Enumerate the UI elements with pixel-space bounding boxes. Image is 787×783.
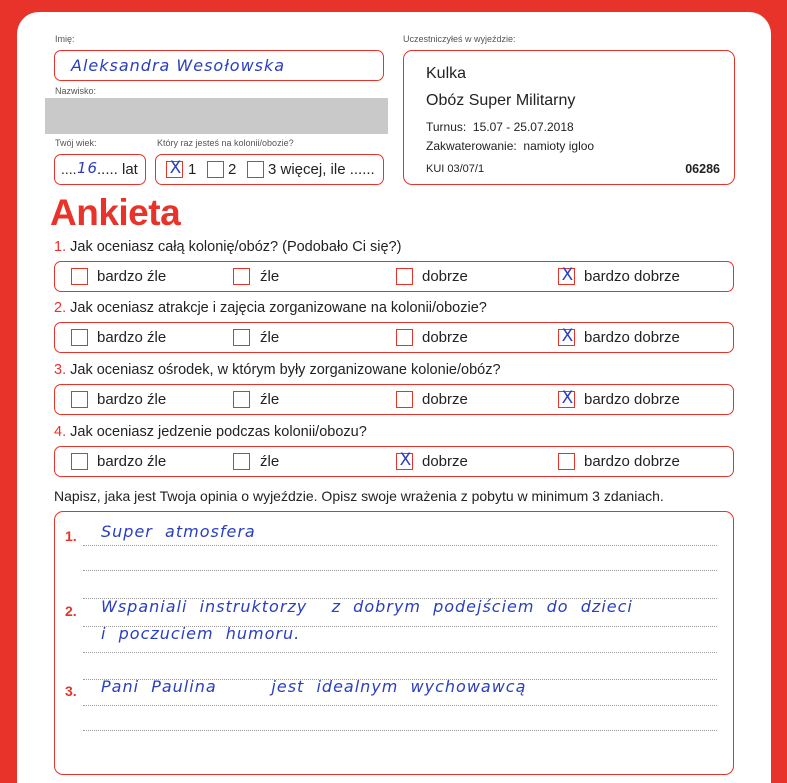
zakw-label: Zakwaterowanie: bbox=[426, 139, 517, 153]
answer-row-4 bbox=[54, 446, 734, 477]
question-number: 1. bbox=[54, 239, 67, 255]
answer-option-label: źle bbox=[260, 453, 280, 470]
question-text: Jak oceniasz ośrodek, w którym były zorganizowane kolonie/obóz? bbox=[70, 362, 501, 378]
answer-option-label: dobrze bbox=[422, 391, 468, 408]
question-2 bbox=[54, 300, 487, 316]
ktory-raz-checkbox-3[interactable] bbox=[247, 161, 264, 178]
answer-option-label: bardzo dobrze bbox=[584, 329, 680, 346]
question-text: Jak oceniasz atrakcje i zajęcia zorganizowane na kolonii/obozie? bbox=[70, 300, 487, 316]
wiek-suffix: ..... lat bbox=[97, 161, 138, 178]
question-3 bbox=[54, 362, 501, 378]
checkbox-mark: X bbox=[561, 265, 574, 285]
opinion-text: Wspaniali instruktorzy z dobrym podejściem do dzieci bbox=[101, 597, 633, 616]
zakw-value: namioty igloo bbox=[523, 139, 595, 153]
answer-option-label: bardzo źle bbox=[97, 329, 167, 346]
trip-turnus bbox=[426, 120, 574, 134]
answer-option-label: dobrze bbox=[422, 268, 468, 285]
question-number: 3. bbox=[54, 362, 67, 378]
survey-title: Ankieta bbox=[50, 192, 181, 233]
ktory-raz-option-2: 2 bbox=[228, 161, 237, 178]
trip-name1: Kulka bbox=[426, 65, 467, 82]
trip-number: 06286 bbox=[685, 162, 720, 176]
wiek-prefix: .... bbox=[61, 161, 77, 177]
answer-option-label: bardzo źle bbox=[97, 268, 167, 285]
nazwisko-redacted bbox=[45, 98, 388, 134]
wiek-field[interactable] bbox=[54, 154, 146, 185]
ktory-raz-checkbox-2[interactable] bbox=[207, 161, 224, 178]
answer-option-label: bardzo źle bbox=[97, 453, 167, 470]
checkbox-mark: X bbox=[561, 388, 574, 408]
question-number: 2. bbox=[54, 300, 67, 316]
answer-checkbox[interactable] bbox=[233, 453, 250, 470]
answer-checkbox[interactable] bbox=[396, 450, 413, 470]
question-text: Jak oceniasz całą kolonię/obóz? (Podobało Ci się?) bbox=[70, 239, 402, 255]
answer-checkbox[interactable] bbox=[233, 329, 250, 346]
survey-sheet bbox=[17, 12, 771, 783]
trip-label: Uczestniczyłeś w wyjeździe: bbox=[403, 34, 516, 44]
opinion-number: 3. bbox=[65, 683, 77, 699]
answer-option-label: bardzo dobrze bbox=[584, 453, 680, 470]
imie-value: Aleksandra Wesołowska bbox=[71, 56, 286, 75]
answer-option-label: źle bbox=[260, 391, 280, 408]
answer-checkbox[interactable] bbox=[71, 391, 88, 408]
answer-checkbox[interactable] bbox=[71, 329, 88, 346]
nazwisko-label: Nazwisko: bbox=[55, 86, 97, 96]
turnus-label: Turnus: bbox=[426, 120, 467, 134]
checkbox-mark: X bbox=[169, 158, 182, 178]
answer-option-label: bardzo dobrze bbox=[584, 268, 680, 285]
answer-option-label: bardzo dobrze bbox=[584, 391, 680, 408]
question-1 bbox=[54, 239, 401, 255]
answer-checkbox[interactable] bbox=[396, 391, 413, 408]
answer-checkbox[interactable] bbox=[71, 453, 88, 470]
checkbox-mark: X bbox=[561, 326, 574, 346]
question-4 bbox=[54, 424, 367, 440]
imie-label: Imię: bbox=[55, 34, 75, 44]
answer-option-label: źle bbox=[260, 329, 280, 346]
opinion-text: Super atmosfera bbox=[101, 522, 256, 541]
answer-option-label: dobrze bbox=[422, 453, 468, 470]
answer-option-label: dobrze bbox=[422, 329, 468, 346]
answer-checkbox[interactable] bbox=[558, 388, 575, 408]
answer-row-1 bbox=[54, 261, 734, 292]
answer-checkbox[interactable] bbox=[396, 329, 413, 346]
answer-checkbox[interactable] bbox=[233, 391, 250, 408]
ktory-raz-field bbox=[155, 154, 384, 185]
answer-row-2 bbox=[54, 322, 734, 353]
ktory-raz-label: Który raz jesteś na kolonii/obozie? bbox=[157, 138, 294, 148]
checkbox-mark: X bbox=[399, 450, 412, 470]
opinion-text: Pani Paulina jest idealnym wychowawcą bbox=[101, 677, 527, 696]
answer-checkbox[interactable] bbox=[71, 268, 88, 285]
writing-line bbox=[83, 652, 717, 653]
wiek-value: 16 bbox=[77, 159, 99, 177]
trip-name2: Obóz Super Militarny bbox=[426, 92, 576, 109]
opinion-number: 1. bbox=[65, 528, 77, 544]
ktory-raz-option-3: 3 więcej, ile ...... bbox=[268, 161, 375, 178]
writing-line bbox=[83, 545, 717, 546]
writing-line bbox=[83, 730, 717, 731]
opinion-prompt: Napisz, jaka jest Twoja opinia o wyjeździe. Opisz swoje wrażenia z pobytu w minimum 3 zdaniach. bbox=[54, 488, 664, 504]
writing-line bbox=[83, 570, 717, 571]
opinion-number: 2. bbox=[65, 603, 77, 619]
opinion-text: i poczuciem humoru. bbox=[101, 624, 301, 643]
wiek-label: Twój wiek: bbox=[55, 138, 97, 148]
imie-field[interactable] bbox=[54, 50, 384, 81]
answer-checkbox[interactable] bbox=[396, 268, 413, 285]
answer-checkbox[interactable] bbox=[558, 453, 575, 470]
opinion-box[interactable] bbox=[54, 511, 734, 775]
answer-checkbox[interactable] bbox=[558, 265, 575, 285]
writing-line bbox=[83, 705, 717, 706]
answer-option-label: bardzo źle bbox=[97, 391, 167, 408]
answer-checkbox[interactable] bbox=[233, 268, 250, 285]
trip-box bbox=[403, 50, 735, 185]
answer-option-label: źle bbox=[260, 268, 280, 285]
turnus-value: 15.07 - 25.07.2018 bbox=[472, 120, 574, 134]
ktory-raz-checkbox-1[interactable] bbox=[166, 158, 183, 178]
question-text: Jak oceniasz jedzenie podczas kolonii/obozu? bbox=[70, 424, 367, 440]
ktory-raz-option-1: 1 bbox=[188, 161, 197, 178]
trip-code: KUI 03/07/1 bbox=[426, 163, 485, 175]
answer-row-3 bbox=[54, 384, 734, 415]
answer-checkbox[interactable] bbox=[558, 326, 575, 346]
trip-zakwaterowanie bbox=[426, 139, 594, 153]
question-number: 4. bbox=[54, 424, 67, 440]
